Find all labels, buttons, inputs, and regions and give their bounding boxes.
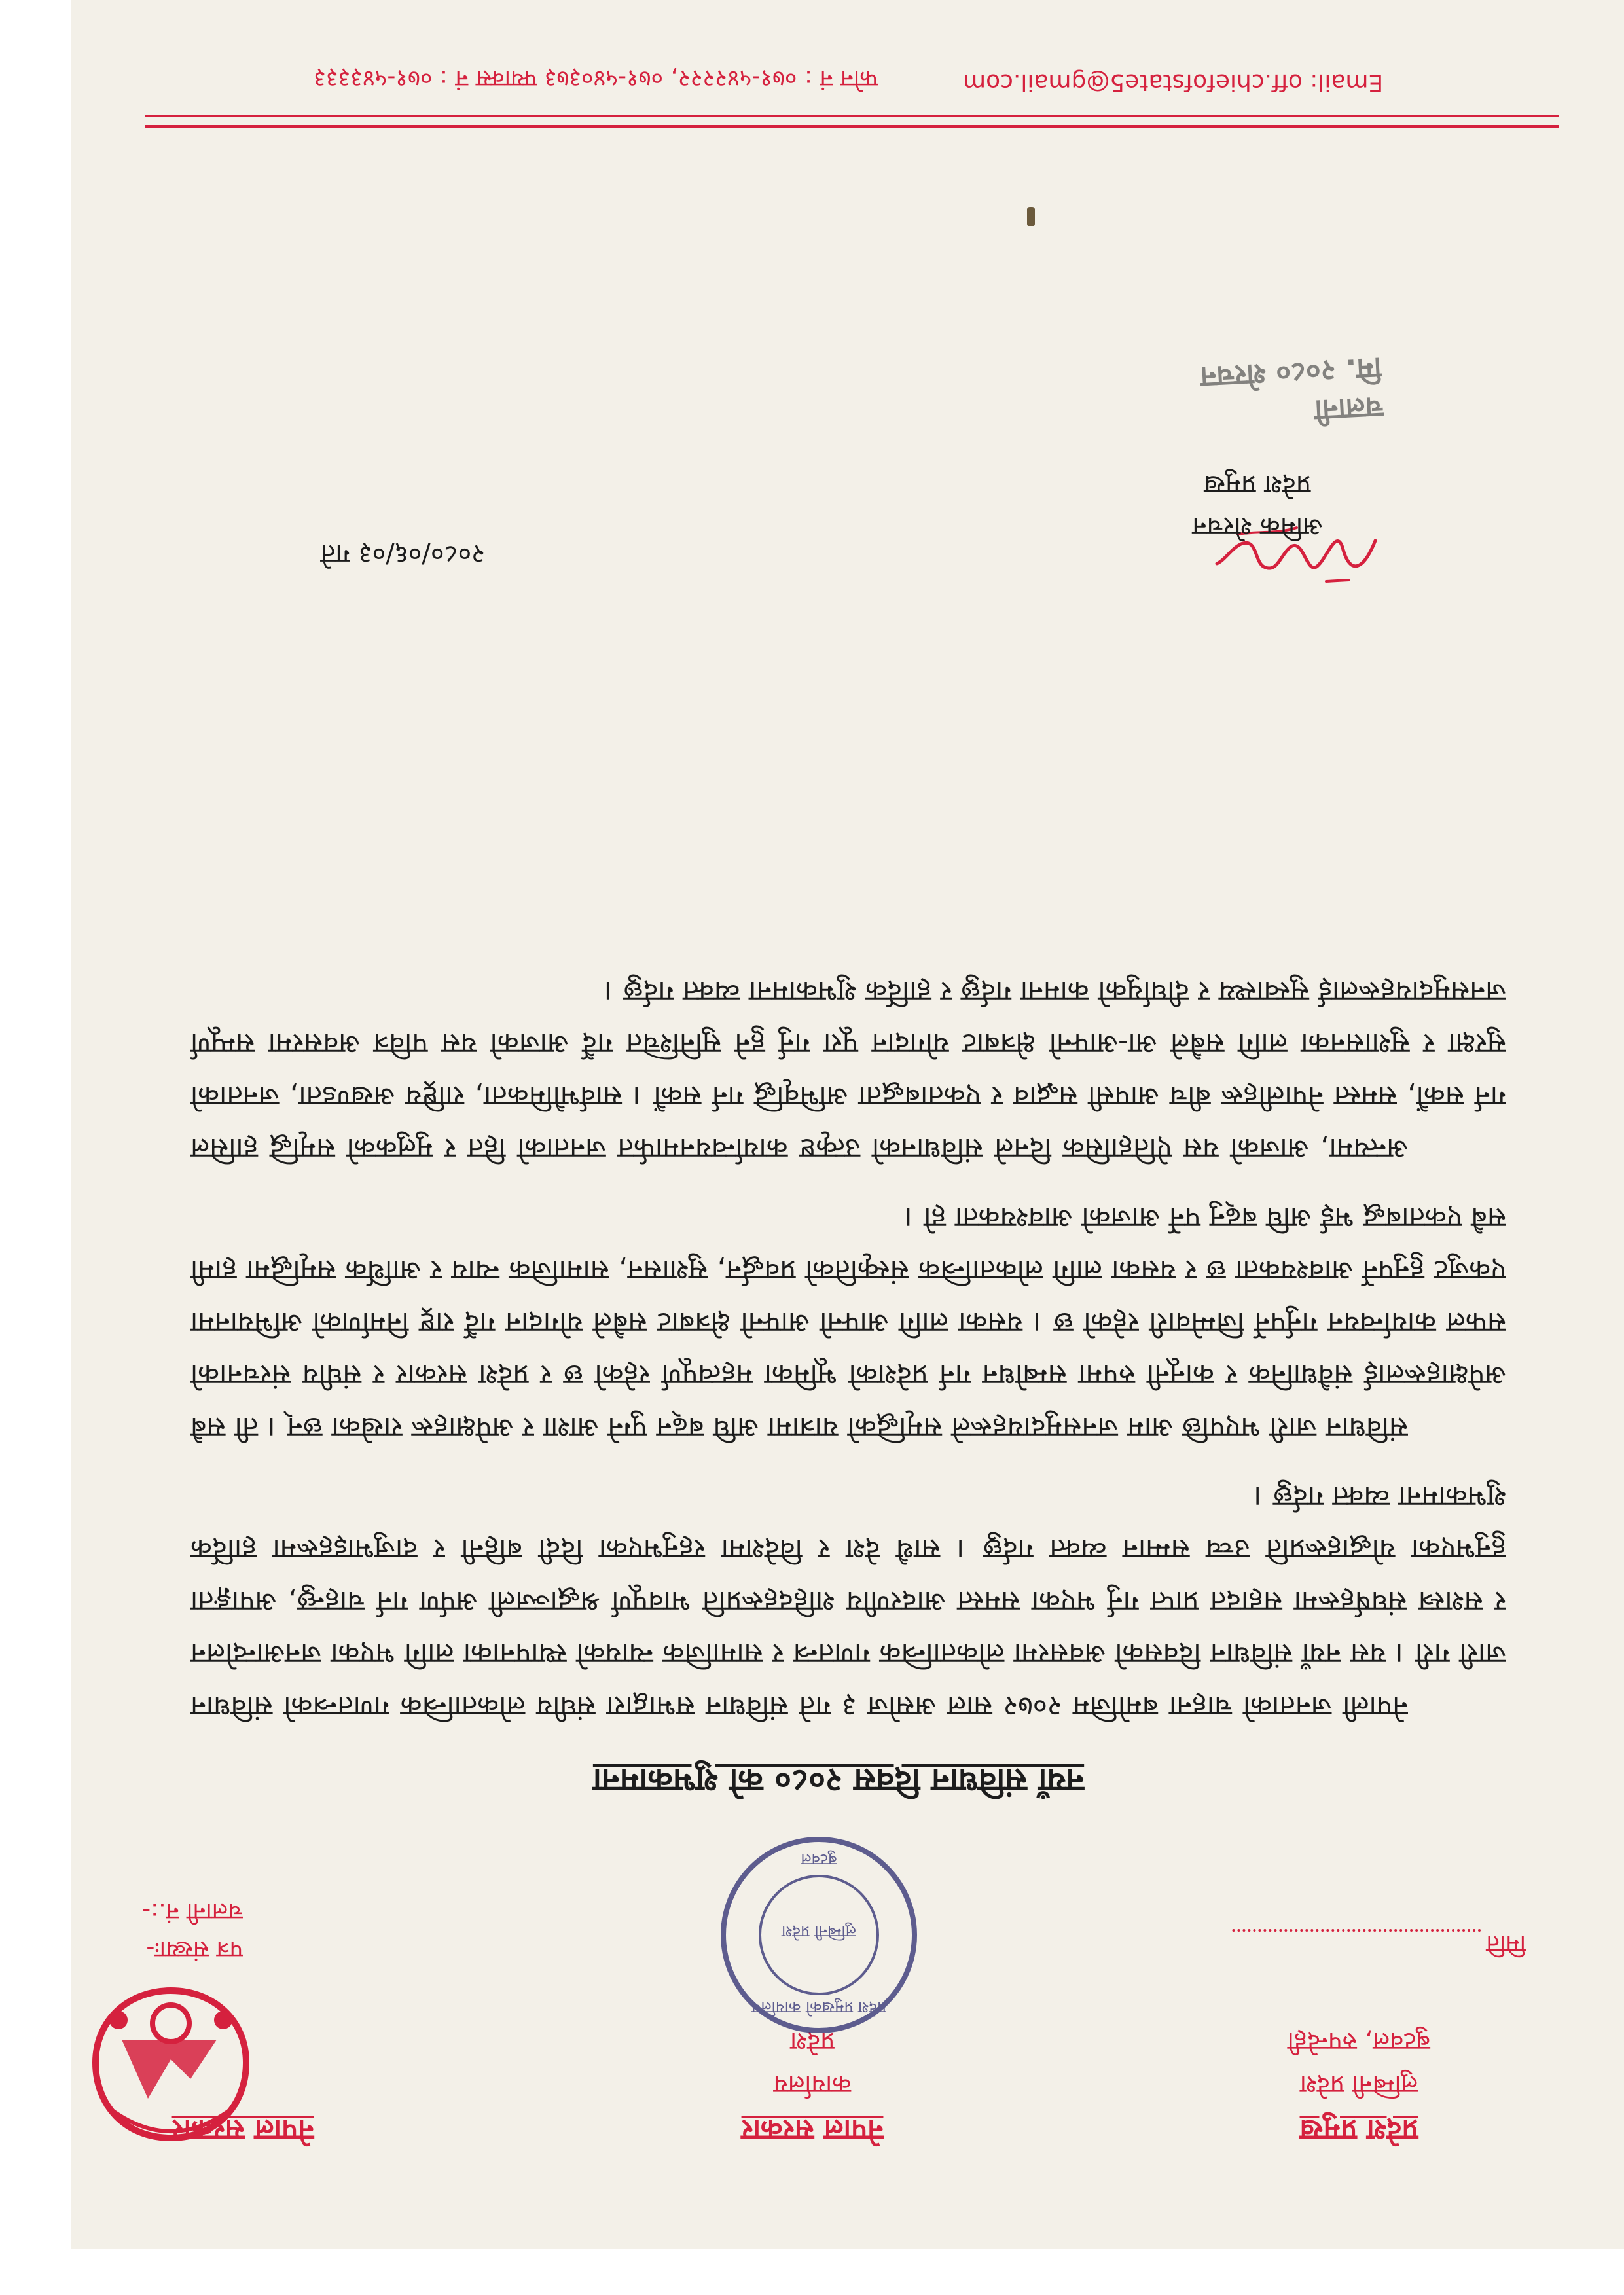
stamp-line-2: मि. २०८० शेरचन <box>1199 351 1382 394</box>
footer-phone: फोन नं : ०७१-५४२२२२, ०७१-५४०३७३ फ्याक्स नं : ०७१-५४३३३३ <box>314 65 878 92</box>
date-label: मिति <box>1486 1930 1526 1957</box>
paper-speck <box>1027 207 1035 226</box>
paragraph-2: संविधान जारी भएपछि आम जनसमुदायहरूले समृद्धिको यात्रामा अघि बढ्न पुग्ने आशा र अपेक्षाहरू राखेका छन् । ती सबै अपेक्षाहरूलाई संवैधानिक र कानूनी रुपमा सम्बोधन गर्न प्रदेशको भूमिका महत्वपूर्ण रहेको छ र प्रदेश सरकार र संघीय संरचनाको सफल कार्यान्वयन गर्नुपर्ने जिम्मेवारी रहेको छ । यसका लागि आफ्नो आफ्नो क्षेत्रबाट सबैले योगदान गर्दै राष्ट्र निर्माणको अभियानमा एकजुट हुनुपर्ने आवश्यकता छ र यसका लागि लोकतान्त्रिक संस्कृतिको प्रवर्द्धन, सुशासन, सामाजिक न्याय र आर्थिक समृद्धिमा हामी सबै एकताबद्ध भई अघि बढ्नु पर्ने आजको आवश्यकता हो । <box>190 1201 1506 1443</box>
dispatch-number-label: चलानी नं.:- <box>142 1898 243 1925</box>
letter-title: नयाँ संविधान दिवस २०८० को शुभकामना <box>592 1762 1085 1799</box>
office-name-center: नेपाल सरकार <box>741 2113 884 2146</box>
office-line-2-center: प्रदेश <box>790 2027 835 2056</box>
office-name-left: नेपाल सरकार <box>171 2113 314 2146</box>
paragraph-1: नेपाली जनताको चाहना बमोजिम २०७२ साल असोज ३ गते संविधान सभाद्वारा संघीय लोकतान्त्रिक गणतन्त्रको संविधान जारी गरी । यस नयाँ संविधान दिवसको अवसरमा लोकतान्त्रिक गणतन्त्र र सामाजिक न्यायको स्थापनाका लागि भएका जनआन्दोलन र सशस्त्र संघर्षहरूमा सहादत प्राप्त गर्नु भएका समस्त आदरणीय शहिदहरूप्रति भावपूर्ण श्रद्धाञ्जली अर्पण गर्न चाहन्छु, अपाङ्गता हुनुभएका योद्धाहरूप्रति उच्च सम्मान व्यक्त गर्दछु । साथै देश र विदेशमा रहनुभएका दिदी बहिनी र दाजुभाइहरूमा हार्दिक शुभकामना व्यक्त गर्दछु । <box>190 1480 1506 1722</box>
signer-block <box>1146 463 1369 547</box>
office-line-1-right: लुम्बिनी प्रदेश <box>1299 2070 1418 2099</box>
signer-title: प्रदेश प्रमुख <box>1204 469 1311 499</box>
footer-rule-thin <box>145 115 1559 117</box>
sign-date: २०८०/०६/०३ गते <box>320 539 485 569</box>
letter-number-label: पत्र संख्याः- <box>146 1936 243 1962</box>
paragraph-3: अन्त्यमा, आजको यस ऐतिहासिक दिनले संविधानको उत्कृष्ट कार्यान्वयनमार्फत जनताको हित र मुलुकको समृद्धि हासिल गर्न सकौं, समस्त नेपालीहरू बीच आपसी सद्भाव र एकताबद्धता अभिवृद्धि गर्न सकौं । सार्वभौमिकता, राष्ट्रिय अखण्डता, जनताको सुरक्षा र सुशासनका लागि सबैले आ-आफ्नो क्षेत्रबाट योगदान पूरा गर्नु हुने सुनिश्चित गर्दै आजको यस पवित्र अवसरमा सम्पूर्ण जनसमुदायहरूलाई सुस्वास्थ्य र दीर्घायुको कामना गर्दछु र हार्दिक शुभकामना व्यक्त गर्दछु । <box>190 975 1506 1165</box>
letter-body <box>190 948 1506 1732</box>
office-seal-icon <box>721 1837 917 2033</box>
signer-name: अमिक शेरचन <box>1192 511 1323 541</box>
reference-block <box>73 1892 243 1968</box>
office-line-1-center: कार्यालय <box>773 2070 852 2099</box>
letterhead-center <box>681 2025 943 2151</box>
date-blank-line <box>1232 1929 1481 1932</box>
office-name-right: प्रदेश प्रमुख <box>1299 2113 1418 2146</box>
letterhead-right <box>1205 2025 1513 2151</box>
date-block <box>1159 1929 1526 1961</box>
paper-sheet <box>71 0 1624 2249</box>
letterhead-left <box>105 2112 380 2151</box>
office-line-2-right: बुटवल, रुपन्देही <box>1287 2027 1431 2056</box>
footer-email: Email: off.chiefofstate5@gmail.com <box>963 69 1384 96</box>
stamp-line-1: चलानी <box>1314 389 1384 427</box>
footer-rule-thick <box>145 125 1559 128</box>
seal-bottom-text: बुटवल <box>801 1851 837 1869</box>
received-stamp <box>1078 317 1384 444</box>
seal-middle-text: लुम्बिनी प्रदेश <box>782 1923 856 1941</box>
seal-top-text: प्रदेश प्रमुखको कार्यालय <box>751 1998 886 2017</box>
